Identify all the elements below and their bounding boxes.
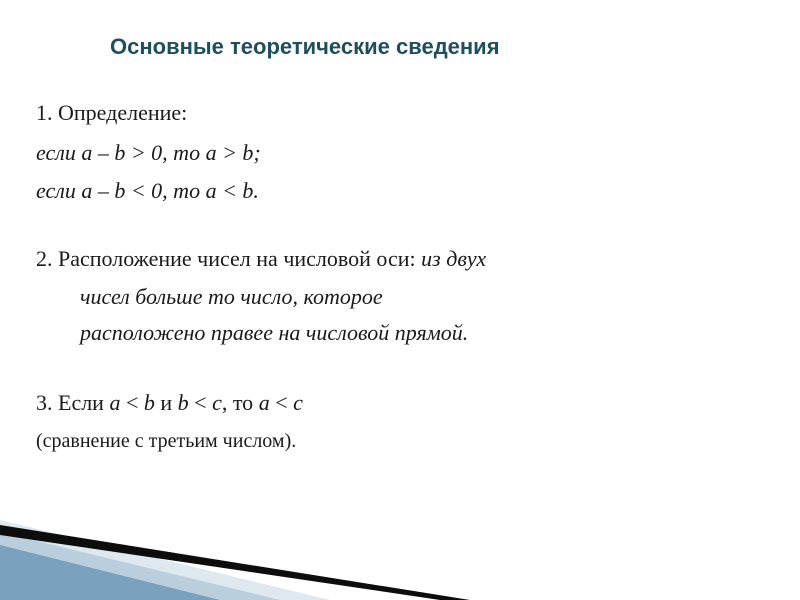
then-word: , то <box>221 390 259 415</box>
less-sign: < <box>188 390 213 415</box>
definition-line-1: если а – b > 0, то а > b; <box>36 140 261 165</box>
var-b: b <box>143 390 155 415</box>
var-a: а <box>109 390 121 415</box>
less-sign: < <box>120 390 144 415</box>
transitivity-note: (сравнение с третьим числом). <box>36 430 297 452</box>
numberline-italic-3: расположено правее на числовой прямой. <box>80 320 469 345</box>
var-b: b <box>177 390 189 415</box>
var-a: а <box>258 390 270 415</box>
definition-line-2: если а – b < 0, то а < b. <box>36 178 259 203</box>
less-sign: < <box>269 390 294 415</box>
definition-heading: 1. Определение: <box>36 100 188 125</box>
numberline-italic-1: из двух <box>421 246 487 271</box>
var-c: c <box>212 390 222 415</box>
numberline-italic-2: чисел больше то число, которое <box>80 284 383 309</box>
transitivity-prefix: 3. Если <box>36 390 110 415</box>
numberline-lead: 2. Расположение чисел на числовой оси: <box>36 246 422 271</box>
conjunction: и <box>154 390 178 415</box>
slide-title: Основные теоретические сведения <box>110 34 500 59</box>
var-c: c <box>293 390 303 415</box>
